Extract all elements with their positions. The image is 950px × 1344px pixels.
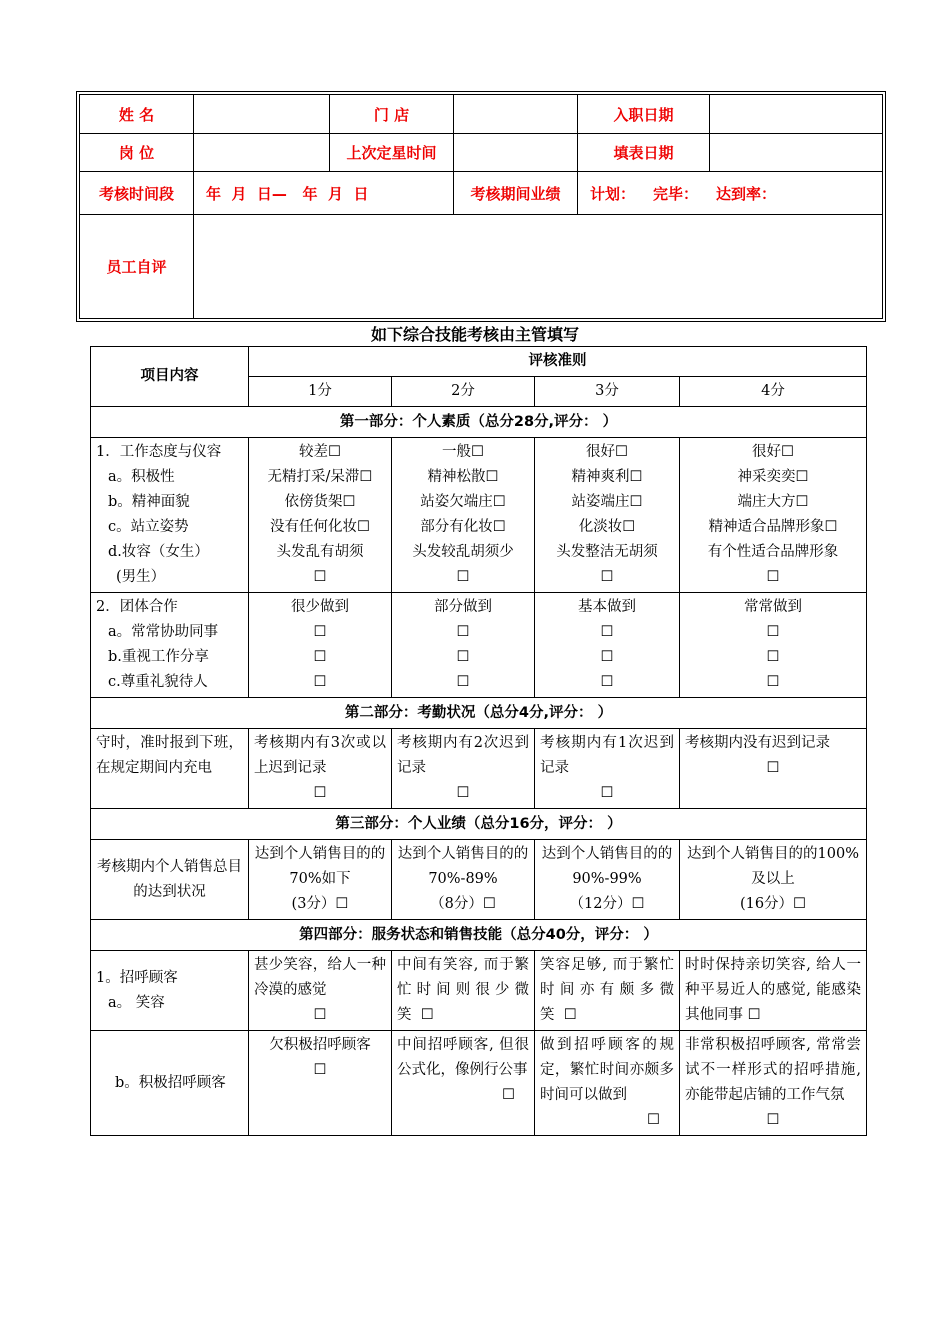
checkbox[interactable]: ☐ bbox=[600, 569, 614, 585]
last-rating-label: 上次定星时间 bbox=[330, 134, 454, 172]
active-greeting-score-3[interactable]: 做到招呼顾客的规定，繁忙时间亦颇多时间可以做到 ☐ bbox=[535, 1031, 680, 1136]
checkbox[interactable]: ☐ bbox=[766, 624, 780, 640]
last-rating-field[interactable] bbox=[454, 134, 578, 172]
checkbox[interactable]: ☐ bbox=[313, 649, 327, 665]
active-greeting-score-1[interactable]: 欠积极招呼顾客 ☐ bbox=[249, 1031, 392, 1136]
checkbox[interactable]: ☐ bbox=[766, 674, 780, 690]
item-teamwork: 2．团体合作 a。常常协助同事 b.重视工作分享 c.尊重礼貌待人 bbox=[91, 593, 249, 698]
sales-score-2[interactable]: 达到个人销售目的的70%-89% （8分）☐ bbox=[392, 840, 535, 920]
table-row bbox=[91, 593, 867, 698]
checkbox[interactable]: ☐ bbox=[563, 1007, 577, 1023]
criteria-header: 评核准则 bbox=[249, 347, 867, 377]
item-sales: 考核期内个人销售总目的达到状况 bbox=[91, 840, 249, 920]
checkbox[interactable]: ☐ bbox=[313, 1062, 327, 1078]
active-greeting-score-2[interactable]: 中间招呼顾客, 但很公式化，像例行公事 ☐ bbox=[392, 1031, 535, 1136]
table-row bbox=[91, 951, 867, 1031]
item-greeting-smile: 1。招呼顾客 a。 笑容 bbox=[91, 951, 249, 1031]
checkbox[interactable]: ☐ bbox=[456, 674, 470, 690]
checkbox[interactable]: ☐ bbox=[456, 649, 470, 665]
attitude-score-4[interactable]: 很好☐ 神采奕奕☐ 端庄大方☐ 精神适合品牌形象☐ 有个性适合品牌形象 ☐ bbox=[680, 438, 867, 593]
checkbox[interactable]: ☐ bbox=[766, 1112, 780, 1128]
checkbox[interactable]: ☐ bbox=[313, 624, 327, 640]
checkbox[interactable]: ☐ bbox=[313, 1007, 327, 1023]
sales-score-4[interactable]: 达到个人销售目的的100%及以上 (16分）☐ bbox=[680, 840, 867, 920]
teamwork-score-4[interactable]: 常常做到 ☐ ☐ ☐ bbox=[680, 593, 867, 698]
teamwork-score-2[interactable]: 部分做到 ☐ ☐ ☐ bbox=[392, 593, 535, 698]
teamwork-score-1[interactable]: 很少做到 ☐ ☐ ☐ bbox=[249, 593, 392, 698]
table-row bbox=[91, 840, 867, 920]
attitude-score-3[interactable]: 很好☐ 精神爽利☐ 站姿端庄☐ 化淡妆☐ 头发整洁无胡须 ☐ bbox=[535, 438, 680, 593]
attendance-score-1[interactable]: 考核期内有3次或以上迟到记录 ☐ bbox=[249, 729, 392, 809]
item-attendance: 守时，准时报到下班，在规定期间内充电 bbox=[91, 729, 249, 809]
section-2-header: 第二部分：考勤状况（总分4分,评分： ） bbox=[91, 698, 867, 729]
sales-score-3[interactable]: 达到个人销售目的的90%-99% （12分）☐ bbox=[535, 840, 680, 920]
employee-info-table bbox=[79, 94, 883, 319]
smile-score-4[interactable]: 时时保持亲切笑容, 给人一种平易近人的感觉, 能感染其他同事 ☐ bbox=[680, 951, 867, 1031]
period-sales-label: 考核期间业绩 bbox=[454, 172, 578, 215]
hire-date-field[interactable] bbox=[710, 95, 883, 134]
checkbox[interactable]: ☐ bbox=[502, 1087, 515, 1103]
sales-score-1[interactable]: 达到个人销售目的的70%如下 (3分）☐ bbox=[249, 840, 392, 920]
checkbox[interactable]: ☐ bbox=[600, 649, 614, 665]
period-sales-field[interactable] bbox=[578, 172, 883, 215]
checkbox[interactable]: ☐ bbox=[647, 1112, 660, 1128]
table-row bbox=[91, 1031, 867, 1136]
score-2-header: 2分 bbox=[392, 377, 535, 407]
checkbox[interactable]: ☐ bbox=[313, 674, 327, 690]
section-1-header: 第一部分：个人素质（总分28分,评分： ） bbox=[91, 407, 867, 438]
checkbox[interactable]: ☐ bbox=[420, 1007, 434, 1023]
position-field[interactable] bbox=[194, 134, 330, 172]
self-eval-field[interactable] bbox=[194, 215, 883, 319]
store-label: 门 店 bbox=[330, 95, 454, 134]
teamwork-score-3[interactable]: 基本做到 ☐ ☐ ☐ bbox=[535, 593, 680, 698]
smile-score-3[interactable]: 笑容足够, 而于繁忙时间亦有颇多微笑 ☐ bbox=[535, 951, 680, 1031]
item-attitude: 1．工作态度与仪容 a。积极性 b。精神面貌 c。站立姿势 d.妆容（女生） (男生） bbox=[91, 438, 249, 593]
score-1-header: 1分 bbox=[249, 377, 392, 407]
attitude-score-2[interactable]: 一般☐ 精神松散☐ 站姿欠端庄☐ 部分有化妆☐ 头发较乱胡须少 ☐ bbox=[392, 438, 535, 593]
checkbox[interactable]: ☐ bbox=[600, 674, 614, 690]
checkbox[interactable]: ☐ bbox=[747, 1007, 761, 1023]
smile-score-1[interactable]: 甚少笑容，给人一种冷漠的感觉 ☐ bbox=[249, 951, 392, 1031]
checkbox[interactable]: ☐ bbox=[600, 785, 614, 801]
skills-assessment-table bbox=[90, 346, 867, 1136]
section-3-header: 第三部分：个人业绩（总分16分，评分： ） bbox=[91, 809, 867, 840]
checkbox[interactable]: ☐ bbox=[456, 569, 470, 585]
score-4-header: 4分 bbox=[680, 377, 867, 407]
checkbox[interactable]: ☐ bbox=[313, 785, 327, 801]
checkbox[interactable]: ☐ bbox=[766, 569, 780, 585]
rate-label: 达到率： bbox=[716, 184, 777, 203]
position-label: 岗 位 bbox=[80, 134, 194, 172]
period-field[interactable]: 年 月 日— 年 月 日 bbox=[194, 172, 454, 215]
active-greeting-score-4[interactable]: 非常积极招呼顾客, 常常尝试不一样形式的招呼措施, 亦能带起店铺的工作气氛 ☐ bbox=[680, 1031, 867, 1136]
checkbox[interactable]: ☐ bbox=[766, 760, 780, 776]
section-4-header: 第四部分：服务状态和销售技能（总分40分，评分： ） bbox=[91, 920, 867, 951]
checkbox[interactable]: ☐ bbox=[766, 649, 780, 665]
hire-date-label: 入职日期 bbox=[578, 95, 710, 134]
item-active-greeting: b。积极招呼顾客 bbox=[91, 1031, 249, 1136]
attendance-score-2[interactable]: 考核期内有2次迟到记录 ☐ bbox=[392, 729, 535, 809]
done-label: 完毕： bbox=[653, 184, 699, 203]
period-label: 考核时间段 bbox=[80, 172, 194, 215]
score-3-header: 3分 bbox=[535, 377, 680, 407]
fill-date-label: 填表日期 bbox=[578, 134, 710, 172]
smile-score-2[interactable]: 中间有笑容, 而于繁忙时间则很少微笑 ☐ bbox=[392, 951, 535, 1031]
section-subtitle: 如下综合技能考核由主管填写 bbox=[370, 325, 579, 344]
table-row bbox=[91, 438, 867, 593]
name-label: 姓 名 bbox=[80, 95, 194, 134]
name-field[interactable] bbox=[194, 95, 330, 134]
attendance-score-4[interactable]: 考核期内没有迟到记录 ☐ bbox=[680, 729, 867, 809]
plan-label: 计划： bbox=[590, 184, 636, 203]
attendance-score-3[interactable]: 考核期内有1次迟到记录 ☐ bbox=[535, 729, 680, 809]
checkbox[interactable]: ☐ bbox=[600, 624, 614, 640]
checkbox[interactable]: ☐ bbox=[456, 785, 470, 801]
self-eval-label: 员工自评 bbox=[80, 215, 194, 319]
table-row bbox=[91, 729, 867, 809]
checkbox[interactable]: ☐ bbox=[456, 624, 470, 640]
checkbox[interactable]: ☐ bbox=[313, 569, 327, 585]
item-header: 项目内容 bbox=[91, 347, 249, 407]
attitude-score-1[interactable]: 较差☐ 无精打采/呆滞☐ 依傍货架☐ 没有任何化妆☐ 头发乱有胡须 ☐ bbox=[249, 438, 392, 593]
store-field[interactable] bbox=[454, 95, 578, 134]
fill-date-field[interactable] bbox=[710, 134, 883, 172]
